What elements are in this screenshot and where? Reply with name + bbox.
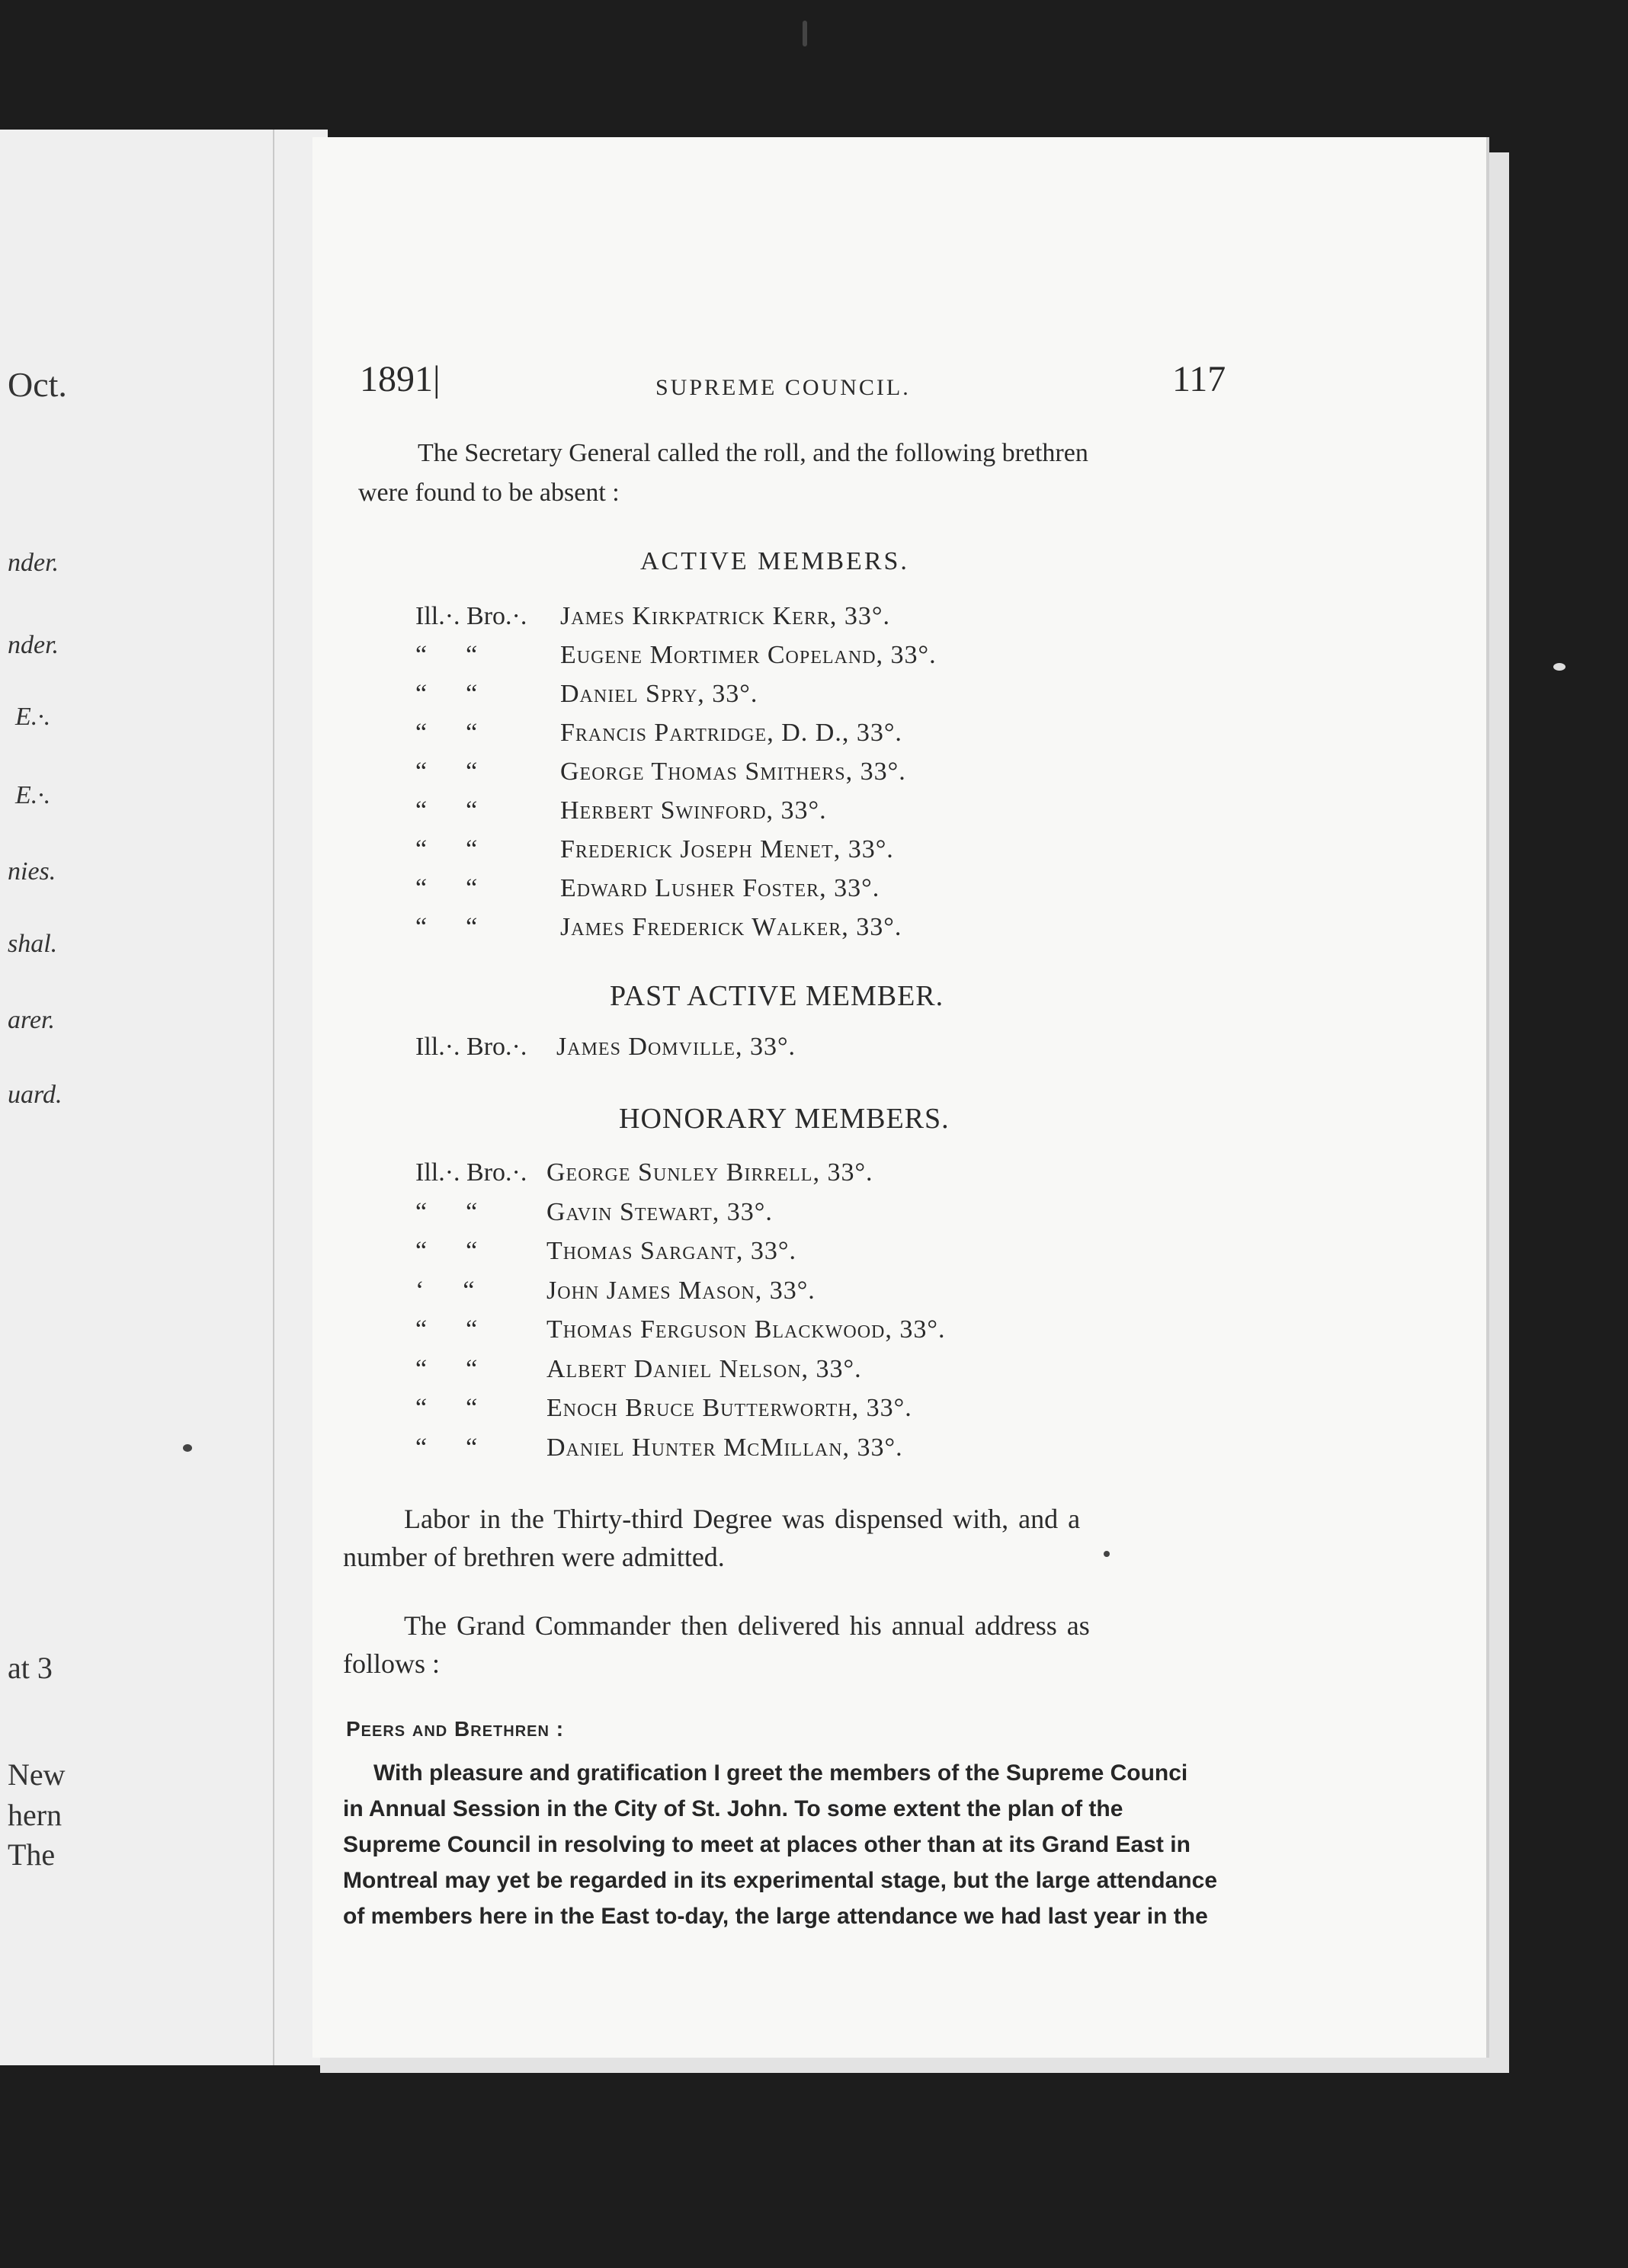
scan-speck <box>183 1444 192 1452</box>
scan-speck <box>1104 1551 1110 1557</box>
member-prefix: “ “ <box>415 680 478 708</box>
prev-page-fragment: uard. <box>8 1081 62 1109</box>
grand-commander-line-2: follows : <box>343 1648 441 1679</box>
member-name: Edward Lusher Foster, 33°. <box>560 874 880 902</box>
prev-page-fragment: E.·. <box>15 781 51 809</box>
member-prefix: “ “ <box>415 1315 478 1344</box>
address-line: in Annual Session in the City of St. John. To some extent the plan of the <box>343 1796 1123 1821</box>
member-name: John James Mason, 33°. <box>546 1276 816 1305</box>
address-line: Supreme Council in resolving to meet at places other than at its Grand East in <box>343 1832 1191 1857</box>
prev-page-fragment: nder. <box>8 549 59 577</box>
prev-page-fragment: nder. <box>8 631 59 659</box>
member-prefix: “ “ <box>415 758 478 786</box>
address-line: With pleasure and gratification I greet the members of the Supreme Counci <box>373 1760 1188 1786</box>
scan-speck <box>1553 663 1566 671</box>
member-name: Thomas Ferguson Blackwood, 33°. <box>546 1315 946 1344</box>
member-name: Gavin Stewart, 33°. <box>546 1197 773 1226</box>
member-name: Frederick Joseph Menet, 33°. <box>560 835 894 863</box>
grand-commander-line-1: The Grand Commander then delivered his annual address as <box>404 1610 1090 1641</box>
member-prefix: “ “ <box>415 874 478 902</box>
member-prefix: “ “ <box>415 1354 478 1383</box>
scan-speck <box>803 21 807 46</box>
member-prefix: “ “ <box>415 719 478 747</box>
address-line: of members here in the East to-day, the large attendance we had last year in the <box>343 1904 1208 1929</box>
labor-line-1: Labor in the Thirty-third Degree was dispensed with, and a <box>404 1504 1081 1534</box>
intro-line-2: were found to be absent : <box>358 479 620 507</box>
prev-page-fragment: at 3 <box>8 1651 53 1685</box>
prev-page-fragment: New <box>8 1757 66 1792</box>
member-name: Albert Daniel Nelson, 33°. <box>546 1354 862 1383</box>
member-name: George Thomas Smithers, 33°. <box>560 758 906 786</box>
prev-page-fragment: arer. <box>8 1006 56 1034</box>
member-name: Herbert Swinford, 33°. <box>560 796 827 825</box>
member-name: Enoch Bruce Butterworth, 33°. <box>546 1394 912 1422</box>
member-name: Daniel Hunter McMillan, 33°. <box>546 1433 903 1462</box>
member-name: Eugene Mortimer Copeland, 33°. <box>560 641 937 669</box>
prev-page-fragment: nies. <box>8 857 56 886</box>
member-prefix: “ “ <box>415 796 478 825</box>
header-title: SUPREME COUNCIL. <box>655 375 911 400</box>
member-prefix: “ “ <box>415 641 478 669</box>
prev-page-fragment: hern <box>8 1798 62 1832</box>
member-prefix: “ “ <box>415 1433 478 1462</box>
member-prefix: ‘ “ <box>415 1276 475 1305</box>
member-prefix: “ “ <box>415 913 478 941</box>
address-body <box>343 1755 1219 1934</box>
member-prefix: Ill.·. Bro.·. <box>415 602 527 630</box>
page-number: 117 <box>1172 359 1226 399</box>
prev-page-fragment: Oct. <box>8 365 67 404</box>
address-line: Montreal may yet be regarded in its experimental stage, but the large attendance <box>343 1868 1218 1893</box>
active-members-heading: ACTIVE MEMBERS. <box>640 547 909 575</box>
page-edge-line <box>273 130 274 2065</box>
prev-page-fragment: E.·. <box>15 703 51 731</box>
member-prefix: “ “ <box>415 1394 478 1422</box>
member-prefix: “ “ <box>415 1197 478 1226</box>
labor-line-2: number of brethren were admitted. <box>343 1542 725 1572</box>
member-name: James Kirkpatrick Kerr, 33°. <box>560 602 890 630</box>
prev-page-fragment: shal. <box>8 930 58 958</box>
header-year: 1891| <box>360 359 441 399</box>
honorary-members-heading: HONORARY MEMBERS. <box>619 1103 950 1135</box>
member-name: James Frederick Walker, 33°. <box>560 913 902 941</box>
prev-page-fragment: The <box>8 1837 56 1872</box>
member-name: Daniel Spry, 33°. <box>560 680 758 708</box>
member-name: George Sunley Birrell, 33°. <box>546 1158 873 1187</box>
member-prefix: “ “ <box>415 835 478 863</box>
address-salutation: Peers and Brethren : <box>346 1717 565 1741</box>
member-name: Francis Partridge, D. D., 33°. <box>560 719 902 747</box>
member-name: Thomas Sargant, 33°. <box>546 1237 796 1265</box>
member-prefix: “ “ <box>415 1237 478 1265</box>
member-name: James Domville, 33°. <box>556 1033 796 1061</box>
past-active-heading: PAST ACTIVE MEMBER. <box>610 980 944 1012</box>
member-prefix: Ill.·. Bro.·. <box>415 1158 527 1187</box>
intro-line-1: The Secretary General called the roll, and the following brethren <box>418 439 1088 467</box>
member-prefix: Ill.·. Bro.·. <box>415 1033 527 1061</box>
